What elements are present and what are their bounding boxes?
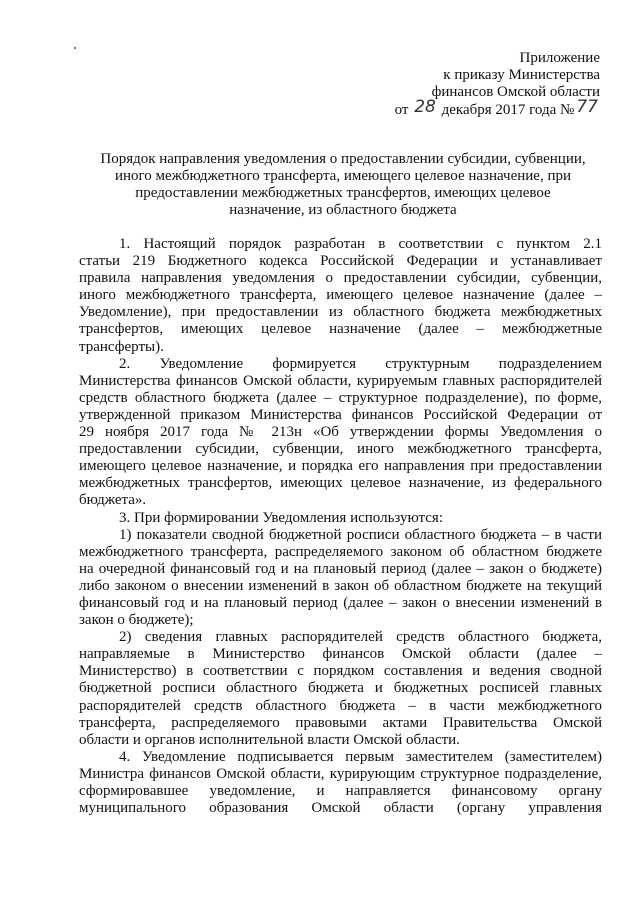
body-line: предоставлении субсидии, субвенции, иного межбюджетного трансферта, — [79, 441, 602, 458]
body-line: муниципального образования Омской области (органу управления — [79, 800, 602, 817]
header-line-3: финансов Омской области — [431, 84, 600, 100]
body-line: закон о бюджете); — [79, 612, 194, 629]
body-line: Министерства финансов Омской области, курируемым главных распорядителей — [79, 372, 602, 389]
body-line: 2) сведения главных распорядителей средств областного бюджета, — [119, 629, 602, 646]
document-body — [79, 236, 602, 817]
body-line: Министра финансов Омской области, курирующим структурное подразделение, — [79, 765, 602, 782]
body-line: трансферта, распределяемого правовыми актами Правительства Омской — [79, 714, 602, 731]
body-line: области и органов исполнительной власти Омской области. — [79, 731, 460, 748]
body-line: трансфертов, имеющих целевое назначение (далее – межбюджетные — [79, 321, 602, 338]
body-line: на очередной финансовый год и на плановый период (далее – закон о бюджете) — [79, 560, 602, 577]
body-line: иного межбюджетного трансферта, имеющего целевое назначение (далее – — [79, 287, 602, 304]
body-line: 29 ноября 2017 года № 213н «Об утверждении формы Уведомления о — [79, 424, 602, 441]
body-line: направляемые в Министерство финансов Омской области (далее – — [79, 646, 602, 663]
body-line: финансовый год и на плановый период (далее – закон о внесении изменений в — [79, 594, 602, 611]
header-date-prefix: от — [394, 102, 409, 118]
body-line: Министерство) в соответствии с порядком составления и ведения сводной — [79, 663, 602, 680]
header-date-middle: декабря 2017 года № — [441, 102, 575, 118]
body-line: бюджетной росписи областного бюджета и бюджетных росписей главных — [79, 680, 602, 697]
body-line: 2. Уведомление формируется структурным подразделением — [119, 355, 602, 372]
body-line: межбюджетного трансферта, распределяемого законом об областном бюджете — [79, 543, 602, 560]
body-line: трансферты). — [79, 338, 164, 355]
title-line: иного межбюджетного трансферта, имеющего целевое назначение, при — [114, 168, 572, 184]
document-title — [78, 151, 608, 219]
body-line: 1) показатели сводной бюджетной росписи областного бюджета – в части — [119, 526, 602, 543]
body-line: межбюджетных трансфертов, имеющих целевое назначение, из федерального — [79, 475, 602, 492]
handwritten-day: 28 — [414, 97, 436, 117]
body-line: статьи 219 Бюджетного кодекса Российской Федерации и устанавливает — [79, 253, 602, 270]
body-line: либо законом о внесении изменений в закон об областном бюджете на текущий — [79, 577, 602, 594]
appendix-header — [395, 50, 600, 119]
scan-speck — [74, 47, 76, 49]
header-line-4 — [394, 97, 600, 119]
title-line: предоставлении межбюджетных трансфертов, имеющих целевое — [135, 185, 551, 201]
body-line: 4. Уведомление подписывается первым заместителем (заместителем) — [119, 748, 602, 765]
body-line: Уведомление), при предоставлении из областного бюджета межбюджетных — [79, 304, 602, 321]
body-line: распорядителей средств областного бюджета – в части межбюджетного — [79, 697, 602, 714]
body-line: сформировавшее уведомление, и направляется финансовому органу — [79, 783, 602, 799]
body-line: средств областного бюджета (далее – структурное подразделение), по форме, — [79, 389, 602, 406]
body-line: правила направления уведомления о предоставлении субсидии, субвенции, — [79, 270, 602, 287]
title-line: Порядок направления уведомления о предоставлении субсидии, субвенции, — [100, 151, 586, 167]
body-line: имеющего целевое назначение, и порядка его направления при предоставлении — [79, 458, 602, 475]
body-line: 1. Настоящий порядок разработан в соответствии с пунктом 2.1 — [119, 236, 602, 252]
body-line: утвержденной приказом Министерства финансов Российской Федерации от — [79, 406, 602, 423]
header-line-2: к приказу Министерства — [443, 67, 600, 83]
body-line: бюджета». — [79, 492, 147, 509]
handwritten-order-number: 77 — [576, 97, 598, 117]
title-line: назначение, из областного бюджета — [229, 202, 457, 218]
body-line: 3. При формировании Уведомления используются: — [119, 509, 443, 526]
header-line-1: Приложение — [519, 50, 600, 66]
